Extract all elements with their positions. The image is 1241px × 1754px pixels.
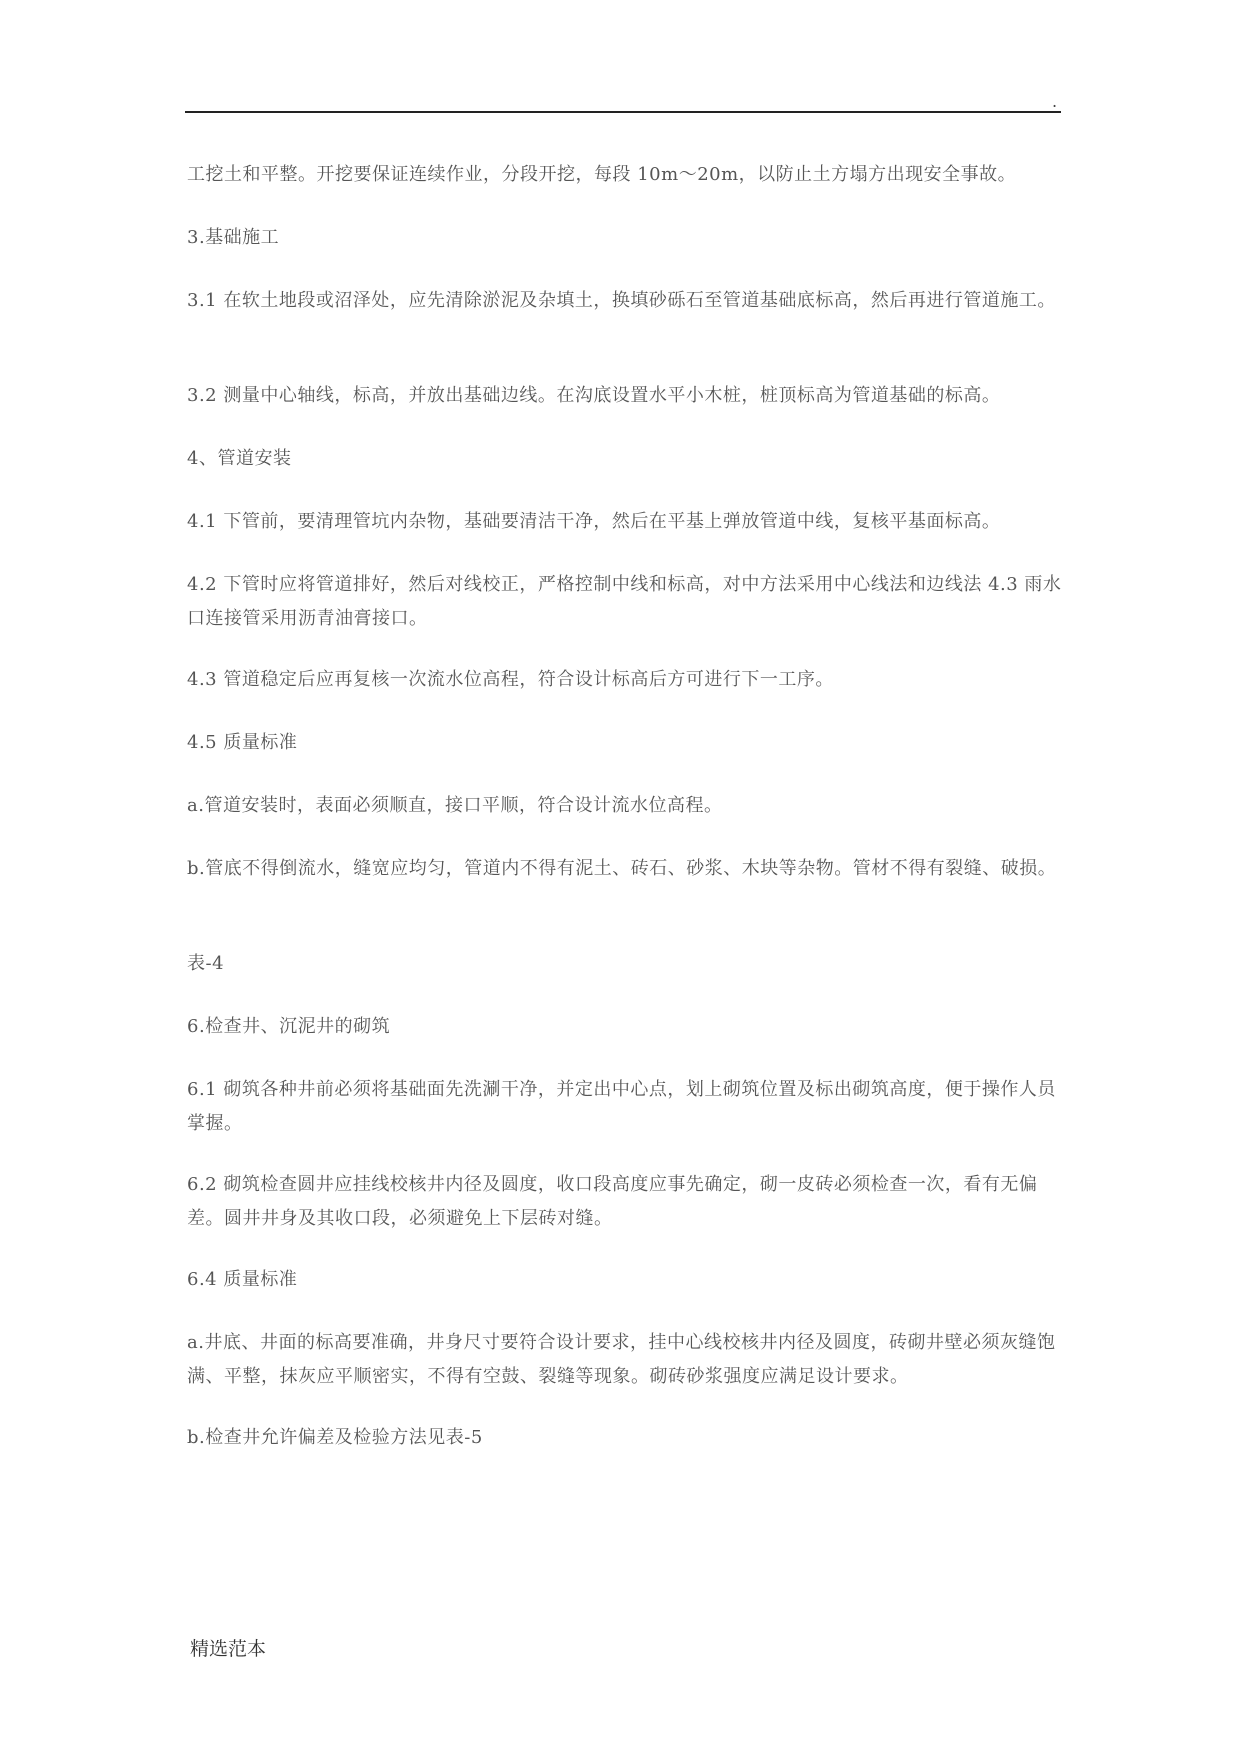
section-heading: 6.检查井、沉泥井的砌筑 [187, 1016, 391, 1037]
paragraph: 4.2 下管时应将管道排好，然后对线校正，严格控制中线和标高，对中方法采用中心线法和边线法 4.3 雨水口连接管采用沥青油膏接口。 [187, 574, 1062, 629]
paragraph: 4.3 管道稳定后应再复核一次流水位高程，符合设计标高后方可进行下一工序。 [187, 669, 834, 690]
paragraph: 3.2 测量中心轴线，标高，并放出基础边线。在沟底设置水平小木桩，桩顶标高为管道基础的标高。 [187, 385, 1001, 406]
paragraph: 4.1 下管前，要清理管坑内杂物，基础要清洁干净，然后在平基上弹放管道中线，复核平基面标高。 [187, 511, 1001, 532]
header-divider [185, 111, 1061, 113]
paragraph: 工挖土和平整。开挖要保证连续作业，分段开挖，每段 10m～20m，以防止土方塌方出现安全事故。 [187, 164, 1017, 185]
section-heading: 4.5 质量标准 [187, 732, 298, 753]
paragraph: 6.2 砌筑检查圆井应挂线校核井内径及圆度，收口段高度应事先确定，砌一皮砖必须检查一次，看有无偏差。圆井井身及其收口段，必须避免上下层砖对缝。 [187, 1174, 1038, 1229]
footer-label: 精选范本 [190, 1638, 267, 1660]
section-heading: 4、管道安装 [187, 448, 292, 469]
paragraph: 3.1 在软土地段或沼泽处，应先清除淤泥及杂填土，换填砂砾石至管道基础底标高，然后再进行管道施工。 [187, 290, 1056, 311]
table-caption: 表-4 [187, 953, 225, 974]
paragraph: a.井底、井面的标高要准确，井身尺寸要符合设计要求，挂中心线校核井内径及圆度，砖砌井壁必须灰缝饱满、平整，抹灰应平顺密实，不得有空鼓、裂缝等现象。砌砖砂浆强度应满足设计要求。 [187, 1332, 1056, 1387]
section-heading: 6.4 质量标准 [187, 1269, 298, 1290]
header-mark: . [1052, 92, 1058, 111]
paragraph: a.管道安装时，表面必须顺直，接口平顺，符合设计流水位高程。 [187, 795, 723, 816]
paragraph: b.管底不得倒流水，缝宽应均匀，管道内不得有泥土、砖石、砂浆、木块等杂物。管材不得有裂缝、破损。 [187, 858, 1057, 879]
section-heading: 3.基础施工 [187, 227, 280, 248]
paragraph: 6.1 砌筑各种井前必须将基础面先洗涮干净，并定出中心点，划上砌筑位置及标出砌筑高度，便于操作人员掌握。 [187, 1079, 1056, 1134]
paragraph: b.检查井允许偏差及检验方法见表-5 [187, 1427, 483, 1448]
